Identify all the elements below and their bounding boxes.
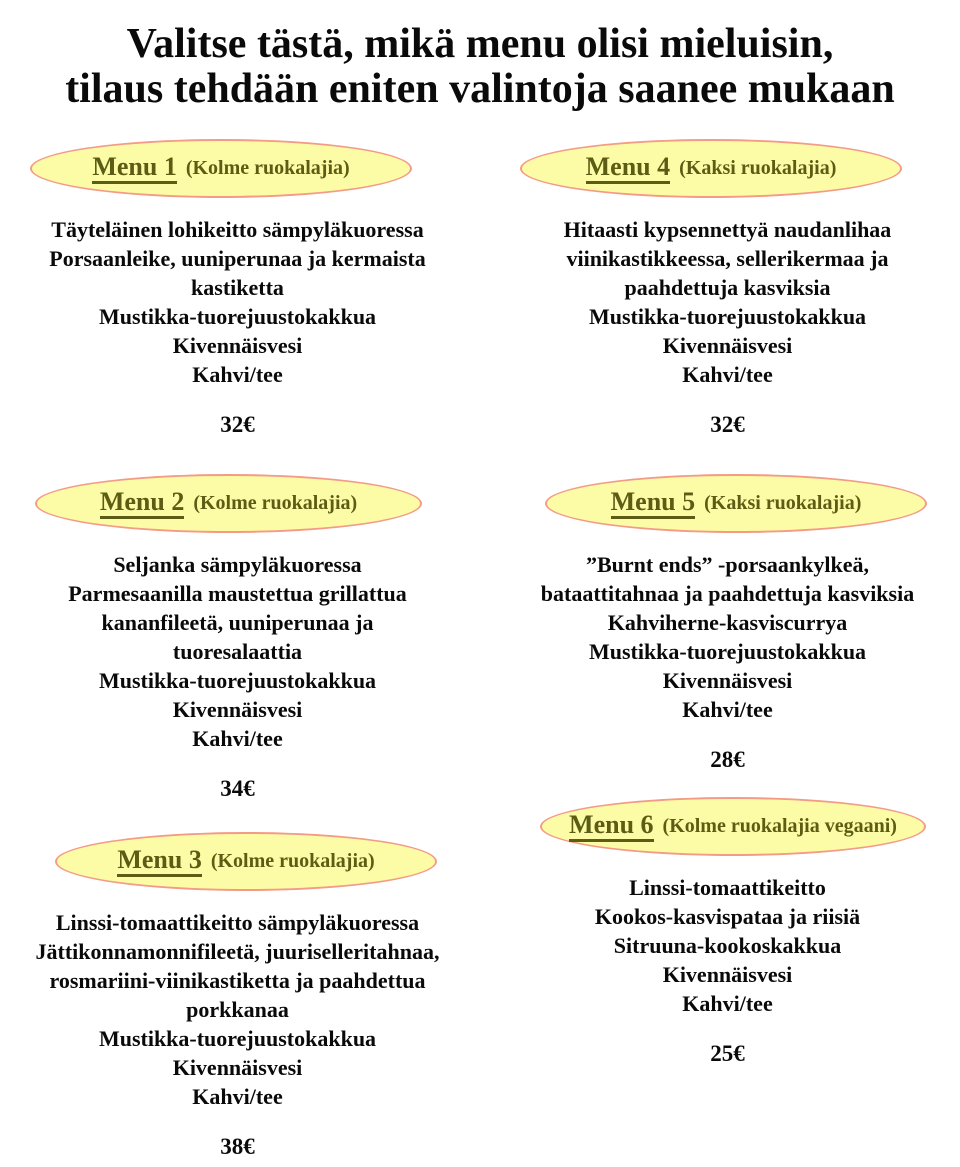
menu-1-card bbox=[10, 139, 465, 439]
menu-item-line: Täyteläinen lohikeitto sämpyläkuoressa bbox=[51, 217, 424, 242]
menu-item-line: rosmariini-viinikastiketta ja paahdettua bbox=[49, 968, 426, 993]
menu-6-name: Menu 6 bbox=[569, 812, 654, 842]
menu-item-line: Linssi-tomaattikeitto bbox=[629, 875, 826, 900]
menu-item-line: Kahvi/tee bbox=[682, 362, 773, 387]
menu-item-line: Sitruuna-kookoskakkua bbox=[613, 933, 842, 958]
menu-item-line: porkkanaa bbox=[186, 997, 289, 1022]
menu-6-price: 25€ bbox=[710, 1041, 745, 1066]
page-title-line1: Valitse tästä, mikä menu olisi mieluisin, bbox=[126, 21, 834, 67]
menu-6-courses: (Kolme ruokalajia vegaani) bbox=[662, 815, 897, 837]
menu-3-items bbox=[10, 908, 465, 1111]
menu-4-price: 32€ bbox=[710, 412, 745, 437]
menu-5-badge bbox=[545, 474, 927, 533]
menu-6-card bbox=[500, 797, 955, 1068]
page-title bbox=[20, 22, 940, 112]
menu-4-courses: (Kaksi ruokalajia) bbox=[679, 157, 837, 179]
menu-item-line: kastiketta bbox=[191, 275, 284, 300]
menu-3-courses: (Kolme ruokalajia) bbox=[210, 850, 375, 872]
menu-5-courses: (Kaksi ruokalajia) bbox=[704, 492, 862, 514]
menu-item-line: Parmesaanilla maustettua grillattua bbox=[68, 581, 407, 606]
menu-item-line: Kahvi/tee bbox=[192, 1084, 283, 1109]
menu-1-name: Menu 1 bbox=[92, 154, 177, 184]
menu-item-line: Mustikka-tuorejuustokakkua bbox=[588, 639, 867, 664]
menu-item-line: ”Burnt ends” -porsaankylkeä, bbox=[585, 552, 869, 577]
menu-item-line: Seljanka sämpyläkuoressa bbox=[113, 552, 362, 577]
menu-item-line: Linssi-tomaattikeitto sämpyläkuoressa bbox=[55, 910, 420, 935]
menu-3-price: 38€ bbox=[220, 1134, 255, 1159]
menu-4-name: Menu 4 bbox=[586, 154, 671, 184]
menu-item-line: viinikastikkeessa, sellerikermaa ja bbox=[566, 246, 889, 271]
menu-1-courses: (Kolme ruokalajia) bbox=[185, 157, 350, 179]
menu-1-price: 32€ bbox=[220, 412, 255, 437]
menu-item-line: Kahvi/tee bbox=[682, 697, 773, 722]
menu-item-line: Kivennäisvesi bbox=[662, 668, 793, 693]
menu-3-name: Menu 3 bbox=[117, 847, 202, 877]
menu-item-line: bataattitahnaa ja paahdettuja kasviksia bbox=[540, 581, 915, 606]
menu-item-line: Kookos-kasvispataa ja riisiä bbox=[594, 904, 861, 929]
menu-item-line: tuoresalaattia bbox=[172, 639, 303, 664]
menu-item-line: Kahvi/tee bbox=[682, 991, 773, 1016]
menu-item-line: kananfileetä, uuniperunaa ja bbox=[101, 610, 374, 635]
menu-2-name: Menu 2 bbox=[100, 489, 185, 519]
menu-2-badge bbox=[35, 474, 422, 533]
menu-item-line: Kahvi/tee bbox=[192, 362, 283, 387]
menu-6-items bbox=[500, 873, 955, 1018]
menu-item-line: Mustikka-tuorejuustokakkua bbox=[98, 1026, 377, 1051]
menu-2-price: 34€ bbox=[220, 776, 255, 801]
menu-5-card bbox=[500, 474, 955, 774]
menu-item-line: Kivennäisvesi bbox=[662, 962, 793, 987]
menu-1-badge bbox=[30, 139, 412, 198]
menu-5-price: 28€ bbox=[710, 747, 745, 772]
menu-item-line: Hitaasti kypsennettyä naudanlihaa bbox=[563, 217, 892, 242]
menu-4-card bbox=[500, 139, 955, 439]
menu-item-line: Kivennäisvesi bbox=[172, 697, 303, 722]
menu-4-items bbox=[500, 215, 955, 389]
menu-4-badge bbox=[520, 139, 902, 198]
menu-1-items bbox=[10, 215, 465, 389]
menu-item-line: Kivennäisvesi bbox=[172, 1055, 303, 1080]
menu-2-items bbox=[10, 550, 465, 753]
menu-item-line: Mustikka-tuorejuustokakkua bbox=[588, 304, 867, 329]
menu-6-badge bbox=[540, 797, 926, 856]
menu-5-name: Menu 5 bbox=[611, 489, 696, 519]
menu-3-card bbox=[10, 832, 465, 1161]
page-title-line2: tilaus tehdään eniten valintoja saanee mukaan bbox=[65, 66, 895, 112]
menu-item-line: Jättikonnamonnifileetä, juuriselleritahnaa, bbox=[35, 939, 440, 964]
menu-2-courses: (Kolme ruokalajia) bbox=[193, 492, 358, 514]
menu-2-card bbox=[10, 474, 465, 803]
menu-item-line: Kivennäisvesi bbox=[662, 333, 793, 358]
menu-5-items bbox=[500, 550, 955, 724]
menu-item-line: Kahvi/tee bbox=[192, 726, 283, 751]
menu-item-line: Kahviherne-kasviscurrya bbox=[607, 610, 848, 635]
menu-item-line: Mustikka-tuorejuustokakkua bbox=[98, 304, 377, 329]
menu-item-line: Kivennäisvesi bbox=[172, 333, 303, 358]
menu-3-badge bbox=[55, 832, 437, 891]
menu-item-line: Mustikka-tuorejuustokakkua bbox=[98, 668, 377, 693]
menu-item-line: paahdettuja kasviksia bbox=[624, 275, 831, 300]
menu-item-line: Porsaanleike, uuniperunaa ja kermaista bbox=[49, 246, 426, 271]
